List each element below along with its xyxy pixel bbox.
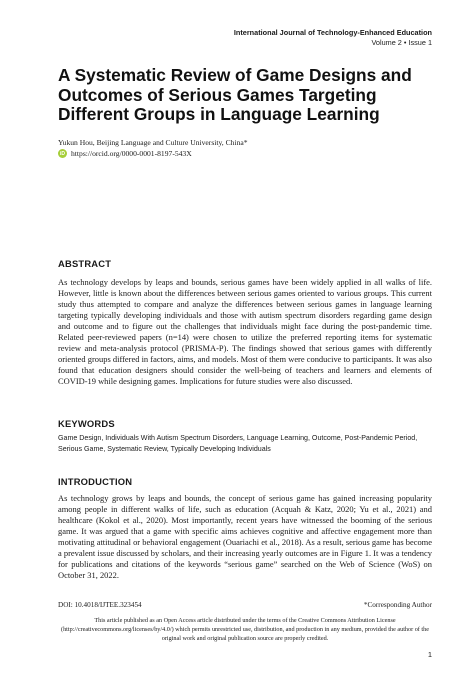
license-notice: This article published as an Open Access article distributed under the terms of the Creative Commons Attribution License (http://creativecommons.org/licenses/by/4.0/) which permits unrestricted use, distribution, and production in any medium, provided the author of the original work and original publication source are properly credited. xyxy=(61,617,429,642)
article-title: A Systematic Review of Game Designs and Outcomes of Serious Games Targeting Different Groups in Language Learning xyxy=(58,65,412,124)
orcid-icon: iD xyxy=(60,150,65,157)
abstract-text: As technology develops by leaps and bounds, serious games have been widely applied in all walks of life. However, little is known about the differences between serious games oriented to various groups. This current study thus attempted to compare and analyze the differences between serious games in language learning targeting typically developing individuals and those with autism spectrum disorders regarding game design and outcome and to figure out the challenges that individuals might face during the post-pandemic time. Related peer-reviewed papers (n=14) were chosen to utilize the preferred reporting items for systematic review and meta-analysis protocol (PRISMA-P). The findings showed that serious games with differently oriented groups differed in factors, aims, and models. Most of them were conducive to participants. It was also found that education designers should consider the well-being of teachers and learners and elements of COVID-19 while designing games. Implications for future studies were also discussed. xyxy=(58,277,432,387)
orcid-link[interactable]: https://orcid.org/0000-0001-8197-543X xyxy=(71,149,192,158)
orcid-row xyxy=(58,149,192,158)
page-number: 1 xyxy=(427,650,432,659)
journal-name: International Journal of Technology-Enhanced Education xyxy=(233,28,432,37)
introduction-text: As technology grows by leaps and bounds, the concept of serious game has gained increasing popularity among people in different walks of life, such as education (Acquah & Katz, 2020; Yu et al., 2021) and healthcare (Kokol et al., 2020). Most importantly, recent years have witnessed the booming of the serious game. It was argued that a game with specific aims achieves cognitive and affective engagement more than motivating attitudinal or behavioral engagement (Ouariachi et al., 2018). As a result, serious game has become a prevalent issue discussed by scholars, and their increasing yearly outcomes are in Figure 1. It was a tendency for publications and citations of the keywords “serious game” searched on the Web of Science (WoS) on October 31, 2022. xyxy=(58,493,432,581)
introduction-heading: INTRODUCTION xyxy=(58,476,133,487)
doi: DOI: 10.4018/IJTEE.323454 xyxy=(58,601,142,609)
volume-issue: Volume 2 • Issue 1 xyxy=(371,38,432,47)
corresponding-author-note: *Corresponding Author xyxy=(363,601,432,609)
keywords-text: Game Design, Individuals With Autism Spectrum Disorders, Language Learning, Outcome, Post-Pandemic Period, Serious Game, Systematic Review, Typically Developing Individuals xyxy=(58,434,418,453)
abstract-heading: ABSTRACT xyxy=(58,258,112,269)
keywords-heading: KEYWORDS xyxy=(58,418,115,429)
author-affiliation: Yukun Hou, Beijing Language and Culture University, China* xyxy=(58,138,248,147)
journal-header xyxy=(234,28,432,48)
